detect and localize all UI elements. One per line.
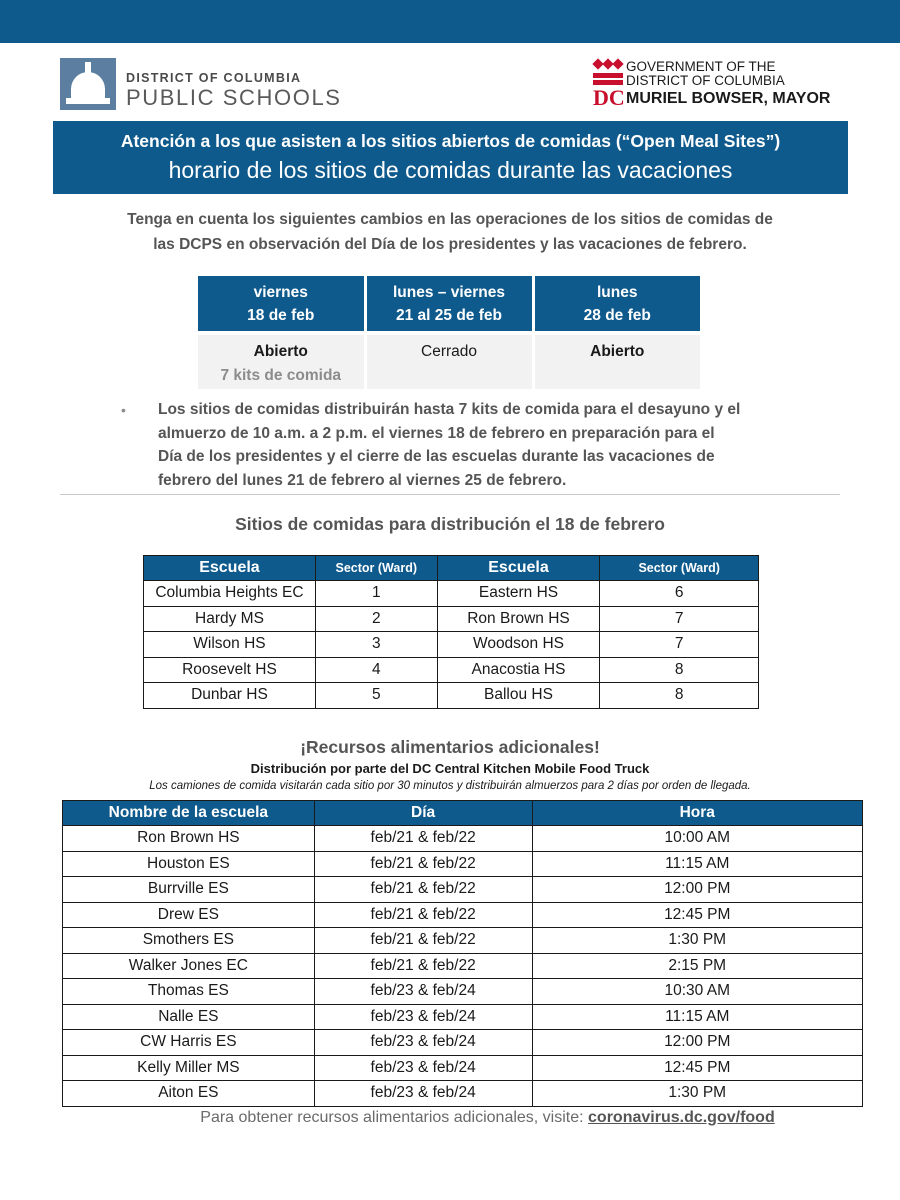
- bullet-line: almuerzo de 10 a.m. a 2 p.m. el viernes 18 de febrero en preparación para el: [158, 424, 715, 442]
- intro-text: [60, 207, 840, 257]
- dcps-logo: [60, 58, 350, 110]
- sites-header: Escuela: [437, 556, 600, 581]
- table-row: [63, 1030, 863, 1056]
- bullet-line: Día de los presidentes y el cierre de las escuelas durante las vacaciones de: [158, 448, 715, 465]
- ward-cell: 3: [315, 632, 437, 658]
- day-cell: feb/21 & feb/22: [314, 928, 532, 954]
- time-cell: 1:30 PM: [532, 928, 863, 954]
- time-cell: 10:00 AM: [532, 826, 863, 852]
- resources-title: ¡Recursos alimentarios adicionales!: [300, 737, 600, 757]
- schedule-table: [198, 276, 700, 389]
- footer-text: [0, 1109, 900, 1127]
- banner-line2: horario de los sitios de comidas durante las vacaciones: [168, 157, 733, 183]
- school-name-cell: Kelly Miller MS: [63, 1055, 315, 1081]
- school-cell: Wilson HS: [144, 632, 316, 658]
- school-name-cell: Burrville ES: [63, 877, 315, 903]
- sites-title: Sitios de comidas para distribución el 18 de febrero: [235, 514, 665, 534]
- bullet-marker: •: [121, 402, 126, 418]
- ward-cell: 6: [600, 581, 759, 607]
- dcps-logo-line2: PUBLIC SCHOOLS: [126, 85, 342, 110]
- capitol-dome-icon: [60, 58, 116, 110]
- time-cell: 11:15 AM: [532, 1004, 863, 1030]
- time-cell: 12:00 PM: [532, 877, 863, 903]
- ward-cell: 1: [315, 581, 437, 607]
- table-row: [144, 632, 759, 658]
- school-name-cell: Ron Brown HS: [63, 826, 315, 852]
- schedule-header-day: lunes – viernes: [392, 283, 505, 301]
- table-row: [144, 606, 759, 632]
- title-banner: [53, 121, 848, 194]
- table-row: [63, 826, 863, 852]
- top-color-bar: [0, 0, 900, 43]
- schedule-header-row: [198, 276, 700, 333]
- school-cell: Eastern HS: [437, 581, 600, 607]
- schedule-cell: [365, 333, 533, 389]
- ward-cell: 7: [600, 632, 759, 658]
- schedule-header-date: 28 de feb: [583, 306, 651, 324]
- day-cell: feb/23 & feb/24: [314, 1030, 532, 1056]
- day-cell: feb/23 & feb/24: [314, 1055, 532, 1081]
- bullet-line: Los sitios de comidas distribuirán hasta 7 kits de comida para el desayuno y el: [158, 401, 741, 418]
- school-cell: Anacostia HS: [437, 657, 600, 683]
- sites-header: Sector (Ward): [600, 556, 759, 581]
- gov-logo-mayor: MURIEL BOWSER, MAYOR: [626, 90, 831, 107]
- ward-cell: 4: [315, 657, 437, 683]
- dc-government-logo: [593, 60, 843, 110]
- dc-flag-icon: [593, 60, 623, 86]
- banner-line1: Atención a los que asisten a los sitios abiertos de comidas (“Open Meal Sites”): [120, 131, 781, 151]
- day-cell: feb/21 & feb/22: [314, 953, 532, 979]
- sites-header: Escuela: [144, 556, 316, 581]
- table-row: [144, 657, 759, 683]
- ward-cell: 7: [600, 606, 759, 632]
- school-cell: Ballou HS: [437, 683, 600, 709]
- gov-logo-line2: DISTRICT OF COLUMBIA: [626, 73, 785, 88]
- time-cell: 2:15 PM: [532, 953, 863, 979]
- school-name-cell: Walker Jones EC: [63, 953, 315, 979]
- time-cell: 12:00 PM: [532, 1030, 863, 1056]
- day-cell: feb/21 & feb/22: [314, 902, 532, 928]
- truck-header-row: [63, 801, 863, 826]
- day-cell: feb/21 & feb/22: [314, 877, 532, 903]
- school-name-cell: Thomas ES: [63, 979, 315, 1005]
- ward-cell: 2: [315, 606, 437, 632]
- food-resources-link[interactable]: coronavirus.dc.gov/food: [588, 1109, 775, 1126]
- bullet-line: febrero del lunes 21 de febrero al viernes 25 de febrero.: [158, 471, 567, 489]
- section-divider: [60, 494, 840, 495]
- day-cell: feb/21 & feb/22: [314, 851, 532, 877]
- schedule-status: Abierto: [253, 343, 308, 360]
- schedule-status: Abierto: [590, 343, 645, 360]
- table-row: [63, 877, 863, 903]
- sites-header-row: [144, 556, 759, 581]
- schedule-header-date: 18 de feb: [247, 306, 315, 324]
- schedule-status: Cerrado: [421, 343, 477, 360]
- school-name-cell: Houston ES: [63, 851, 315, 877]
- schedule-header-day: viernes: [253, 283, 308, 301]
- resources-subtitle: Distribución por parte del DC Central Kitchen Mobile Food Truck: [250, 761, 650, 776]
- schedule-cell: [198, 333, 365, 389]
- intro-line2: las DCPS en observación del Día de los presidentes y las vacaciones de febrero.: [153, 236, 747, 253]
- schedule-header: [365, 276, 533, 333]
- table-row: [63, 902, 863, 928]
- day-cell: feb/23 & feb/24: [314, 1004, 532, 1030]
- ward-cell: 5: [315, 683, 437, 709]
- time-cell: 11:15 AM: [532, 851, 863, 877]
- resources-note: Los camiones de comida visitarán cada sitio por 30 minutos y distribuirán almuerzos para 2 días por orden de llegada.: [149, 780, 751, 792]
- day-cell: feb/23 & feb/24: [314, 1081, 532, 1107]
- school-cell: Woodson HS: [437, 632, 600, 658]
- intro-line1: Tenga en cuenta los siguientes cambios en las operaciones de los sitios de comidas de: [127, 211, 773, 228]
- schedule-header-day: lunes: [597, 283, 638, 301]
- table-row: [63, 1081, 863, 1107]
- bullet-text: [158, 398, 798, 492]
- ward-cell: 8: [600, 683, 759, 709]
- school-name-cell: CW Harris ES: [63, 1030, 315, 1056]
- school-cell: Ron Brown HS: [437, 606, 600, 632]
- schedule-header-date: 21 al 25 de feb: [396, 306, 502, 324]
- school-cell: Hardy MS: [144, 606, 316, 632]
- food-truck-table: [62, 800, 863, 1107]
- time-cell: 12:45 PM: [532, 1055, 863, 1081]
- ward-cell: 8: [600, 657, 759, 683]
- school-name-cell: Drew ES: [63, 902, 315, 928]
- school-name-cell: Aiton ES: [63, 1081, 315, 1107]
- table-row: [63, 1055, 863, 1081]
- day-cell: feb/23 & feb/24: [314, 979, 532, 1005]
- schedule-header: [198, 276, 365, 333]
- school-name-cell: Nalle ES: [63, 1004, 315, 1030]
- schedule-status-row: [198, 333, 700, 389]
- school-cell: Columbia Heights EC: [144, 581, 316, 607]
- day-cell: feb/21 & feb/22: [314, 826, 532, 852]
- truck-header: Día: [314, 801, 532, 826]
- footer-label: Para obtener recursos alimentarios adicionales, visite:: [200, 1109, 589, 1126]
- sites-table: [143, 555, 759, 709]
- sites-header: Sector (Ward): [315, 556, 437, 581]
- table-row: [144, 581, 759, 607]
- school-name-cell: Smothers ES: [63, 928, 315, 954]
- table-row: [63, 851, 863, 877]
- schedule-header: [533, 276, 700, 333]
- schedule-cell: [533, 333, 700, 389]
- gov-logo-dc: DC: [593, 85, 625, 110]
- time-cell: 10:30 AM: [532, 979, 863, 1005]
- table-row: [144, 683, 759, 709]
- school-cell: Dunbar HS: [144, 683, 316, 709]
- time-cell: 1:30 PM: [532, 1081, 863, 1107]
- table-row: [63, 928, 863, 954]
- truck-header: Nombre de la escuela: [63, 801, 315, 826]
- schedule-note: 7 kits de comida: [220, 367, 342, 384]
- table-row: [63, 979, 863, 1005]
- school-cell: Roosevelt HS: [144, 657, 316, 683]
- time-cell: 12:45 PM: [532, 902, 863, 928]
- dcps-logo-line1: DISTRICT OF COLUMBIA: [126, 71, 302, 85]
- gov-logo-line1: GOVERNMENT OF THE: [626, 59, 776, 74]
- truck-header: Hora: [532, 801, 863, 826]
- table-row: [63, 1004, 863, 1030]
- table-row: [63, 953, 863, 979]
